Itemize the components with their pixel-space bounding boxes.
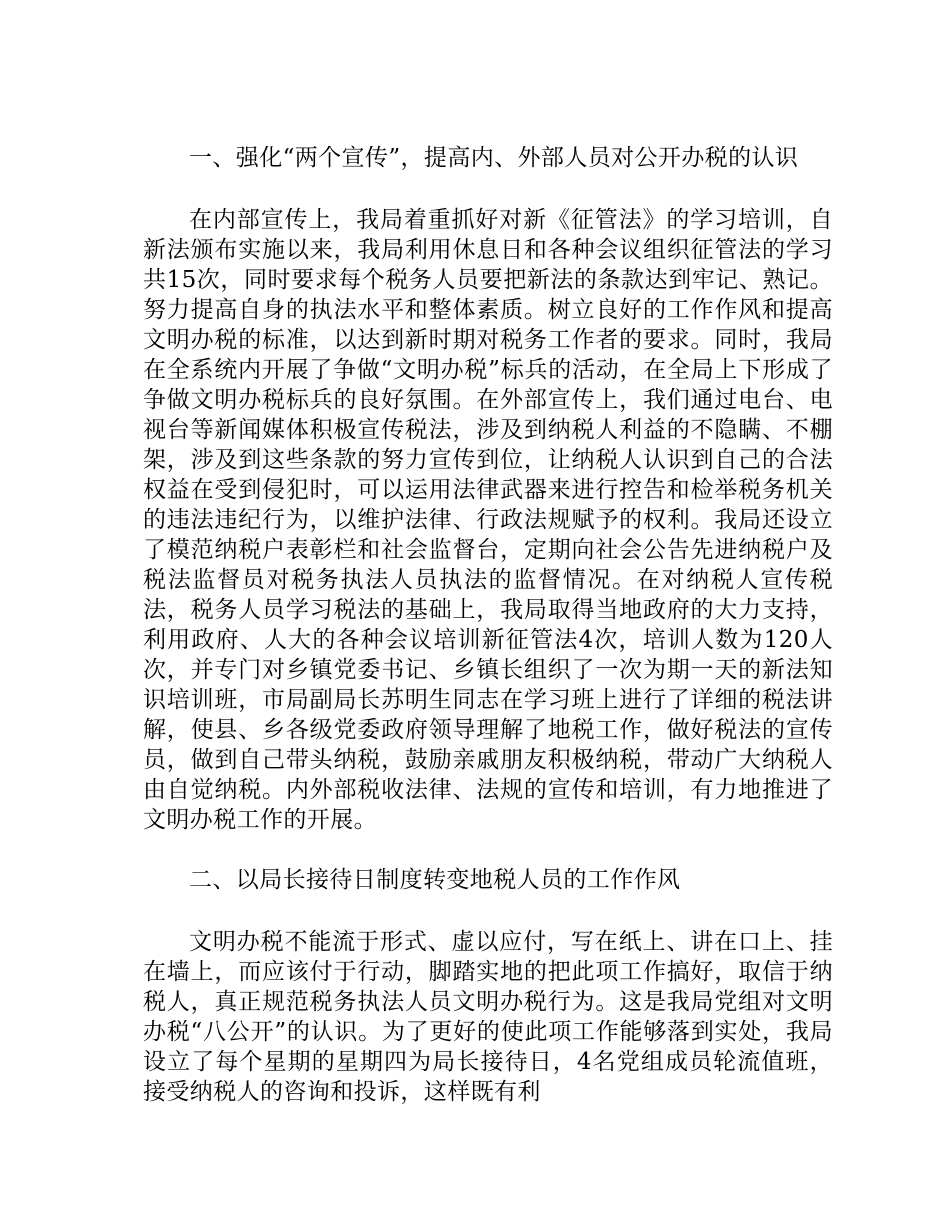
spacer bbox=[143, 835, 833, 865]
section-1-heading: 一、强化“两个宣传”，提高内、外部人员对公开办税的认识 bbox=[189, 145, 799, 171]
spacer bbox=[143, 173, 833, 205]
section-2-body: 文明办税不能流于形式、虚以应付，写在纸上、讲在口上、挂在墙上，而应该付于行动，脚踏实地的把此项工作搞好，取信于纳税人，真正规范税务执法人员文明办税行为。这是我局党组对文明办税“八公开”的认识。为了更好的使此项工作能够落到实处，我局设立了每个星期的星期四为局长接待日，4名党组成员轮流值班，接受纳税人的咨询和投诉，这样既有利 bbox=[143, 929, 833, 1105]
section-1-body: 在内部宣传上，我局着重抓好对新《征管法》的学习培训，自新法颁布实施以来，我局利用休息日和各种会议组织征管法的学习共15次，同时要求每个税务人员要把新法的条款达到牢记、熟记。努力提高自身的执法水平和整体素质。树立良好的工作作风和提高文明办税的标准，以达到新时期对税务工作者的要求。同时，我局在全系统内开展了争做“文明办税”标兵的活动，在全局上下形成了争做文明办税标兵的良好氛围。在外部宣传上，我们通过电台、电视台等新闻媒体积极宣传税法，涉及到纳税人利益的不隐瞒、不棚架，涉及到这些条款的努力宣传到位，让纳税人认识到自己的合法权益在受到侵犯时，可以运用法律武器来进行控告和检举税务机关的违法违纪行为，以维护法律、行政法规赋予的权利。我局还设立了模范纳税户表彰栏和社会监督台，定期向社会公告先进纳税户及税法监督员对税务执法人员执法的监督情况。在对纳税人宣传税法，税务人员学习税法的基础上，我局取得当地政府的大力支持，利用政府、人大的各种会议培训新征管法4次，培训人数为120人次，并专门对乡镇党委书记、乡镇长组织了一次为期一天的新法知识培训班，市局副局长苏明生同志在学习班上进行了详细的税法讲解，使县、乡各级党委政府领导理解了地税工作，做好税法的宣传员，做到自己带头纳税，鼓励亲戚朋友积极纳税，带动广大纳税人由自觉纳税。内外部税收法律、法规的宣传和培训，有力地推进了文明办税工作的开展。 bbox=[143, 207, 833, 833]
section-2-heading: 二、以局长接待日制度转变地税人员的工作作风 bbox=[189, 867, 681, 893]
document-page bbox=[143, 143, 833, 1107]
spacer bbox=[143, 895, 833, 927]
